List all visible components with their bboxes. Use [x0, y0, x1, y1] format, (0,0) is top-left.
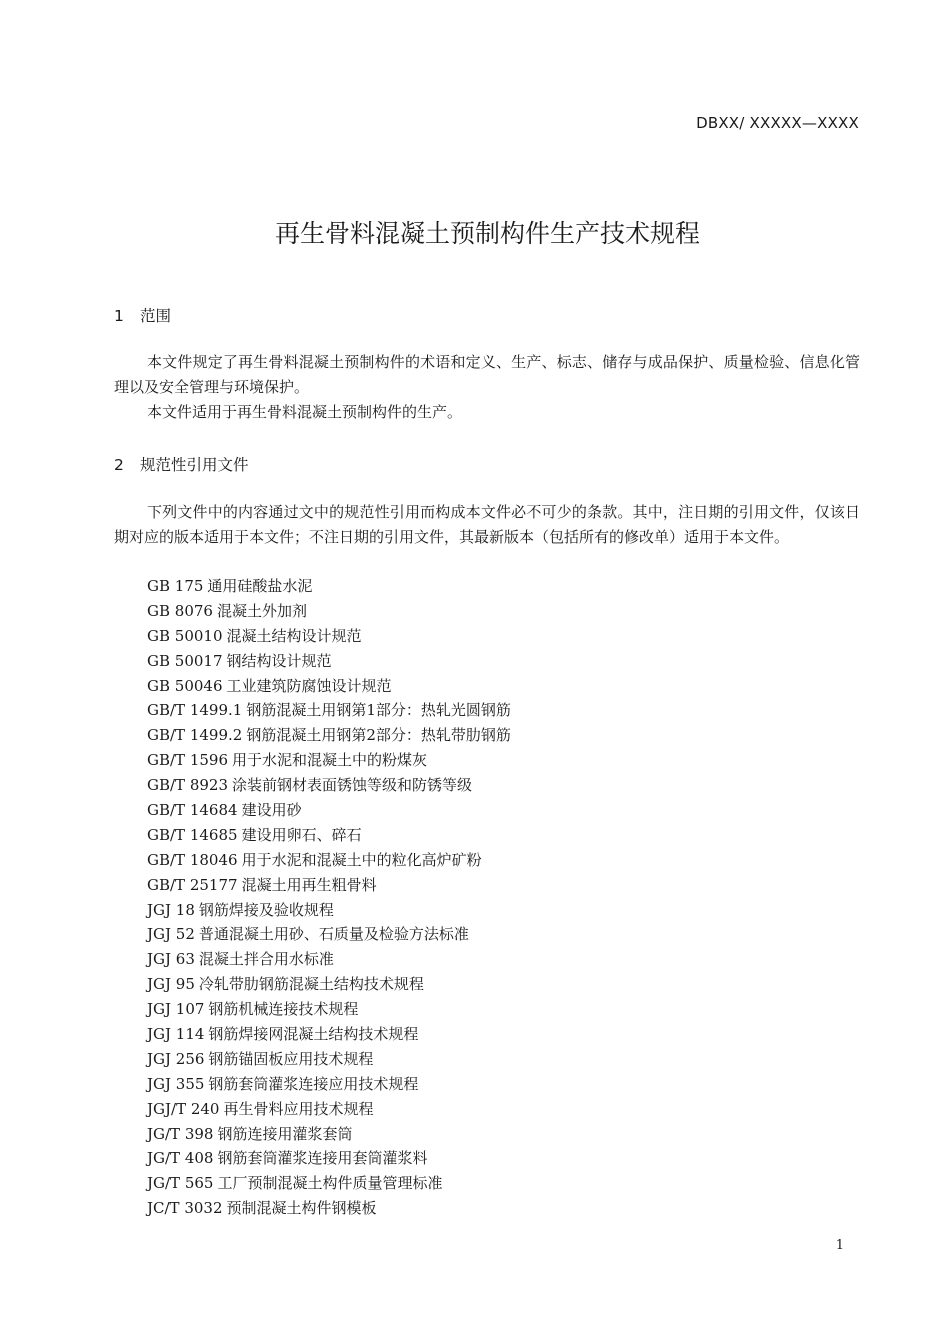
section-title: 范围 [140, 307, 172, 325]
reference-item [147, 773, 511, 798]
reference-code: JGJ 18 [147, 900, 195, 919]
reference-title: 建设用砂 [241, 801, 302, 820]
reference-item [147, 574, 511, 599]
reference-code: GB 8076 [147, 601, 213, 620]
reference-item [147, 898, 511, 923]
reference-title: 钢筋混凝土用钢第2部分：热轧带肋钢筋 [246, 726, 511, 745]
reference-code: GB 50010 [147, 626, 223, 645]
reference-item [147, 873, 511, 898]
reference-title: 建设用卵石、碎石 [241, 825, 362, 844]
reference-item [147, 624, 511, 649]
reference-code: JG/T 398 [147, 1124, 214, 1143]
reference-title: 用于水泥和混凝土中的粒化高炉矿粉 [241, 850, 482, 869]
reference-code: JGJ 355 [147, 1074, 205, 1093]
reference-item [147, 1122, 511, 1147]
reference-code: GB/T 1499.2 [147, 726, 243, 745]
reference-title: 工业建筑防腐蚀设计规范 [226, 676, 392, 695]
reference-item [147, 649, 511, 674]
document-code: DBXX/ XXXXX—XXXX [696, 114, 859, 132]
reference-title: 再生骨料应用技术规程 [223, 1099, 374, 1118]
reference-code: JG/T 408 [147, 1149, 214, 1168]
reference-code: JGJ 107 [147, 1000, 205, 1019]
reference-title: 混凝土拌合用水标准 [198, 950, 334, 969]
reference-code: JGJ 95 [147, 975, 195, 994]
reference-title: 冷轧带肋钢筋混凝土结构技术规程 [198, 975, 424, 994]
reference-item [147, 748, 511, 773]
scope-paragraph-1: 本文件规定了再生骨料混凝土预制构件的术语和定义、生产、标志、储存与成品保护、质量检验、信息化管理以及安全管理与环境保护。 [114, 353, 860, 396]
reference-title: 钢筋混凝土用钢第1部分：热轧光圆钢筋 [246, 701, 511, 720]
reference-code: GB/T 14684 [147, 801, 238, 820]
reference-item [147, 674, 511, 699]
section-number: 1 [114, 307, 124, 325]
page-number: 1 [835, 1238, 844, 1253]
reference-code: JGJ 63 [147, 950, 195, 969]
reference-list [147, 574, 511, 1221]
reference-item [147, 599, 511, 624]
reference-title: 涂装前钢材表面锈蚀等级和防锈等级 [232, 776, 473, 795]
reference-code: JGJ 114 [147, 1025, 205, 1044]
reference-title: 普通混凝土用砂、石质量及检验方法标准 [198, 925, 469, 944]
reference-item [147, 1047, 511, 1072]
section-number: 2 [114, 456, 124, 474]
reference-title: 钢筋套筒灌浆连接用套筒灌浆料 [217, 1149, 428, 1168]
reference-item [147, 972, 511, 997]
reference-item [147, 1171, 511, 1196]
reference-code: GB 175 [147, 577, 204, 595]
reference-code: GB/T 18046 [147, 850, 238, 869]
reference-title: 钢筋焊接网混凝土结构技术规程 [208, 1025, 419, 1044]
reference-code: JGJ/T 240 [147, 1099, 220, 1118]
reference-item [147, 1072, 511, 1097]
reference-title: 混凝土用再生粗骨料 [241, 875, 377, 894]
reference-code: GB 50017 [147, 651, 223, 670]
reference-code: JC/T 3032 [147, 1199, 223, 1218]
reference-item [147, 798, 511, 823]
reference-item [147, 823, 511, 848]
reference-item [147, 698, 511, 723]
reference-code: GB/T 25177 [147, 875, 238, 894]
reference-item [147, 1022, 511, 1047]
reference-title: 通用硅酸盐水泥 [207, 577, 313, 595]
section-title: 规范性引用文件 [140, 456, 249, 474]
reference-title: 预制混凝土构件钢模板 [226, 1199, 377, 1218]
reference-title: 钢筋连接用灌浆套筒 [217, 1124, 353, 1143]
reference-item [147, 1146, 511, 1171]
reference-title: 混凝土结构设计规范 [226, 626, 362, 645]
reference-code: JG/T 565 [147, 1174, 214, 1193]
section-1-heading [114, 304, 171, 326]
reference-code: GB/T 8923 [147, 776, 229, 795]
reference-title: 钢筋机械连接技术规程 [208, 1000, 359, 1019]
reference-code: GB/T 1499.1 [147, 701, 243, 720]
reference-code: GB 50046 [147, 676, 223, 695]
reference-item [147, 947, 511, 972]
section-2-heading [114, 453, 249, 475]
reference-item [147, 1097, 511, 1122]
reference-title: 工厂预制混凝土构件质量管理标准 [217, 1174, 443, 1193]
reference-item [147, 1196, 511, 1221]
reference-title: 钢筋锚固板应用技术规程 [208, 1049, 374, 1068]
reference-item [147, 997, 511, 1022]
reference-code: GB/T 14685 [147, 825, 238, 844]
document-title: 再生骨料混凝土预制构件生产技术规程 [274, 219, 700, 248]
reference-code: JGJ 52 [147, 925, 195, 944]
reference-title: 混凝土外加剂 [216, 601, 307, 620]
reference-code: JGJ 256 [147, 1049, 205, 1068]
reference-item [147, 848, 511, 873]
reference-item [147, 922, 511, 947]
reference-item [147, 723, 511, 748]
reference-title: 钢筋套筒灌浆连接应用技术规程 [208, 1074, 419, 1093]
reference-title: 用于水泥和混凝土中的粉煤灰 [232, 751, 428, 770]
reference-title: 钢筋焊接及验收规程 [198, 900, 334, 919]
reference-title: 钢结构设计规范 [226, 651, 332, 670]
scope-paragraph-2: 本文件适用于再生骨料混凝土预制构件的生产。 [147, 403, 463, 421]
normative-references-intro: 下列文件中的内容通过文中的规范性引用而构成本文件必不可少的条款。其中，注日期的引用文件，仅该日期对应的版本适用于本文件；不注日期的引用文件，其最新版本（包括所有的修改单）适用于本文件。 [114, 503, 860, 546]
reference-code: GB/T 1596 [147, 751, 229, 770]
